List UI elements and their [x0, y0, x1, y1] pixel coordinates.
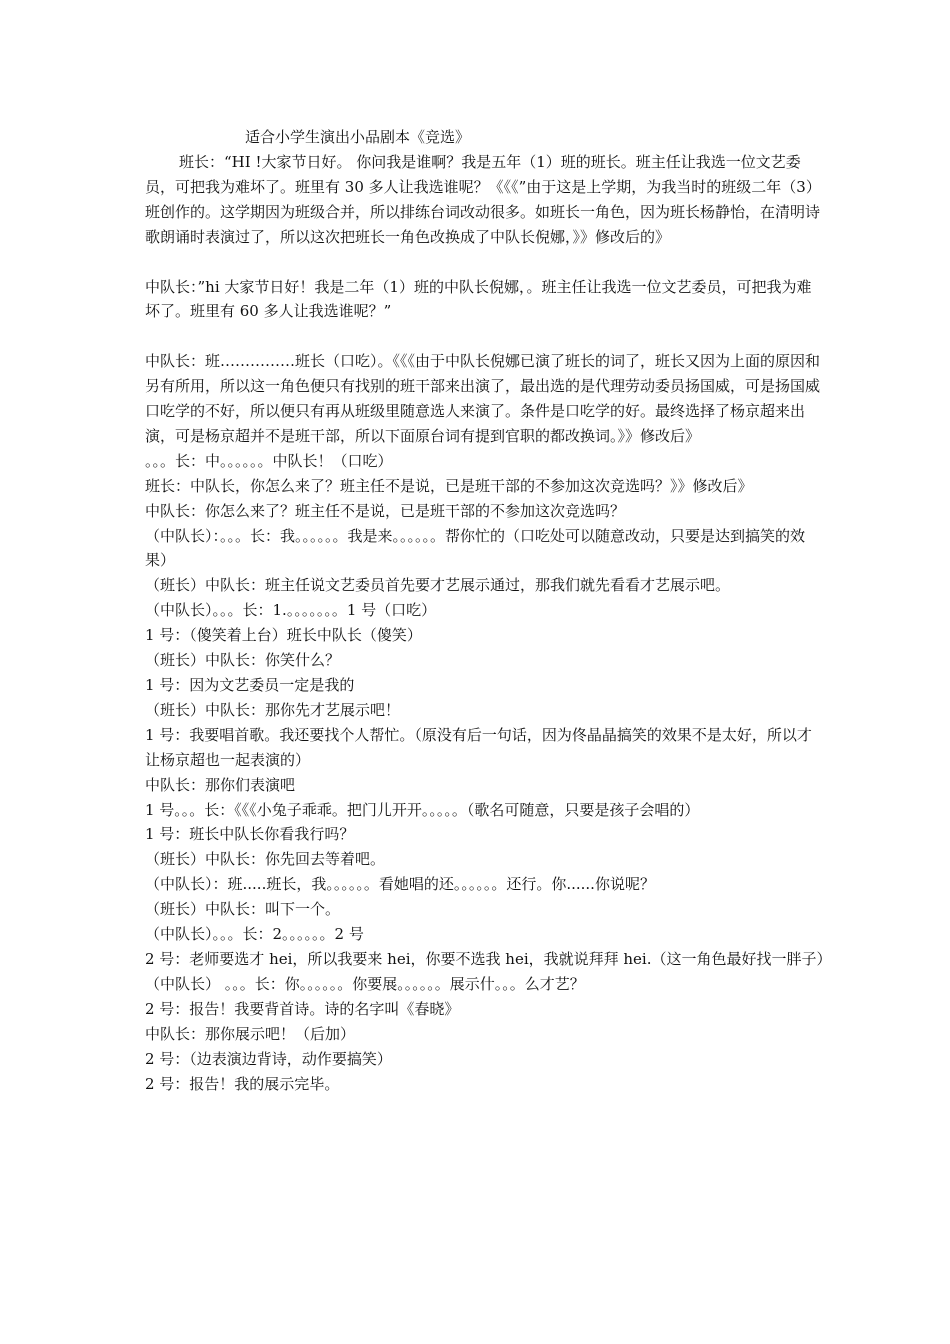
paragraph-class-monitor-intro: 班长：“HI !大家节日好。 你问我是谁啊？我是五年（1）班的班长。班主任让我选一位文艺委员，可把我为难坏了。班里有 30 多人让我选谁呢？《《《”由于这是上学期，为我当时的班级二年（3）班创作的。这学期因为班级合并，所以排练台词改动很多。如班长一角色，因为班长杨静怡，在清明诗歌朗诵时表演过了，所以这次把班长一角色改换成了中队长倪娜，》》修改后的》 — [145, 153, 821, 246]
paragraph-stutter-note: 中队长：班……………班长（口吃）。《《《由于中队长倪娜已演了班长的词了，班长又因为上面的原因和另有所用，所以这一角色便只有找别的班干部来出演了，最出选的是代理劳动委员扬国威，可是扬国威口吃学的不好，所以便只有再从班级里随意选人来演了。条件是口吃学的好。最终选择了杨京超来出演，可是杨京超并不是班干部，所以下面原台词有提到官职的都改换词。》》修改后》 — [145, 352, 821, 445]
paragraph-line: （中队长）。。。长：1.。。。。。。。1 号（口吃） — [145, 601, 437, 620]
paragraph-line: （班长）中队长：那你先才艺展示吧！ — [145, 700, 401, 719]
blank-line — [145, 250, 825, 275]
paragraph-line: 中队长：那你们表演吧 — [145, 775, 296, 794]
paragraph-line: 1 号：（傻笑着上台）班长中队长（傻笑） — [145, 626, 422, 645]
paragraph-line: （中队长）：班.....班长，我。。。。。。看她唱的还。。。。。。还行。你......你说呢？ — [145, 875, 655, 894]
paragraph-line: 2 号：老师要选才 hei，所以我要来 hei，你要不选我 hei，我就说拜拜 hei.（这一角色最好找一胖子） — [145, 949, 832, 968]
paragraph-line: 2 号：报告！我的展示完毕。 — [145, 1074, 340, 1093]
paragraph-line: 1 号：班长中队长你看我行吗？ — [145, 825, 355, 844]
paragraph-line: （班长）中队长：你先回去等着吧。 — [145, 850, 386, 869]
paragraph-line: 2 号：（边表演边背诗，动作要搞笑） — [145, 1049, 392, 1068]
paragraph-line: 中队长：你怎么来了？班主任不是说，已是班干部的不参加这次竞选吗？ — [145, 501, 626, 520]
paragraph-line: （班长）中队长：班主任说文艺委员首先要才艺展示通过，那我们就先看看才艺展示吧。 — [145, 576, 731, 595]
paragraph-line: 1 号。。。长：《《《小兔子乖乖。把门儿开开。。。。。（歌名可随意，只要是孩子会唱的） — [145, 800, 700, 819]
document-body — [145, 150, 832, 1096]
blank-line — [145, 324, 825, 349]
paragraph-line: 中队长：那你展示吧！（后加） — [145, 1024, 356, 1043]
paragraph-line: （班长）中队长：你笑什么？ — [145, 651, 341, 670]
paragraph-line: 1 号：我要唱首歌。我还要找个人帮忙。（原没有后一句话，因为佟晶晶搞笑的效果不是太好，所以才让杨京超也一起表演的） — [145, 725, 812, 769]
paragraph-squad-leader-intro: 中队长：”hi 大家节日好！我是二年（1）班的中队长倪娜，。班主任让我选一位文艺委员，可把我为难坏了。班里有 60 多人让我选谁呢？” — [145, 277, 812, 321]
paragraph-line: 1 号：因为文艺委员一定是我的 — [145, 676, 355, 694]
paragraph-line: （班长）中队长：叫下一个。 — [145, 900, 341, 919]
paragraph-line: 。。。长：中。。。。。。中队长！（口吃） — [145, 451, 393, 470]
paragraph-line: （中队长）：。。。长：我。。。。。。我是来。。。。。。帮你忙的（口吃处可以随意改动，只要是达到搞笑的效果） — [145, 526, 806, 570]
paragraph-line: 班长：中队长，你怎么来了？班主任不是说，已是班干部的不参加这次竞选吗？》》修改后》 — [145, 476, 753, 495]
paragraph-line: 2 号：报告！我要背首诗。诗的名字叫《春晓》 — [145, 999, 460, 1018]
paragraph-line: （中队长） 。。。长：你。。。。。。你要展。。。。。。展示什。。。么才艺？ — [145, 974, 585, 993]
document-title: 适合小学生演出小品剧本《竞选》 — [245, 128, 471, 146]
paragraph-line: （中队长）。。。长：2。。。。。。2 号 — [145, 925, 364, 944]
